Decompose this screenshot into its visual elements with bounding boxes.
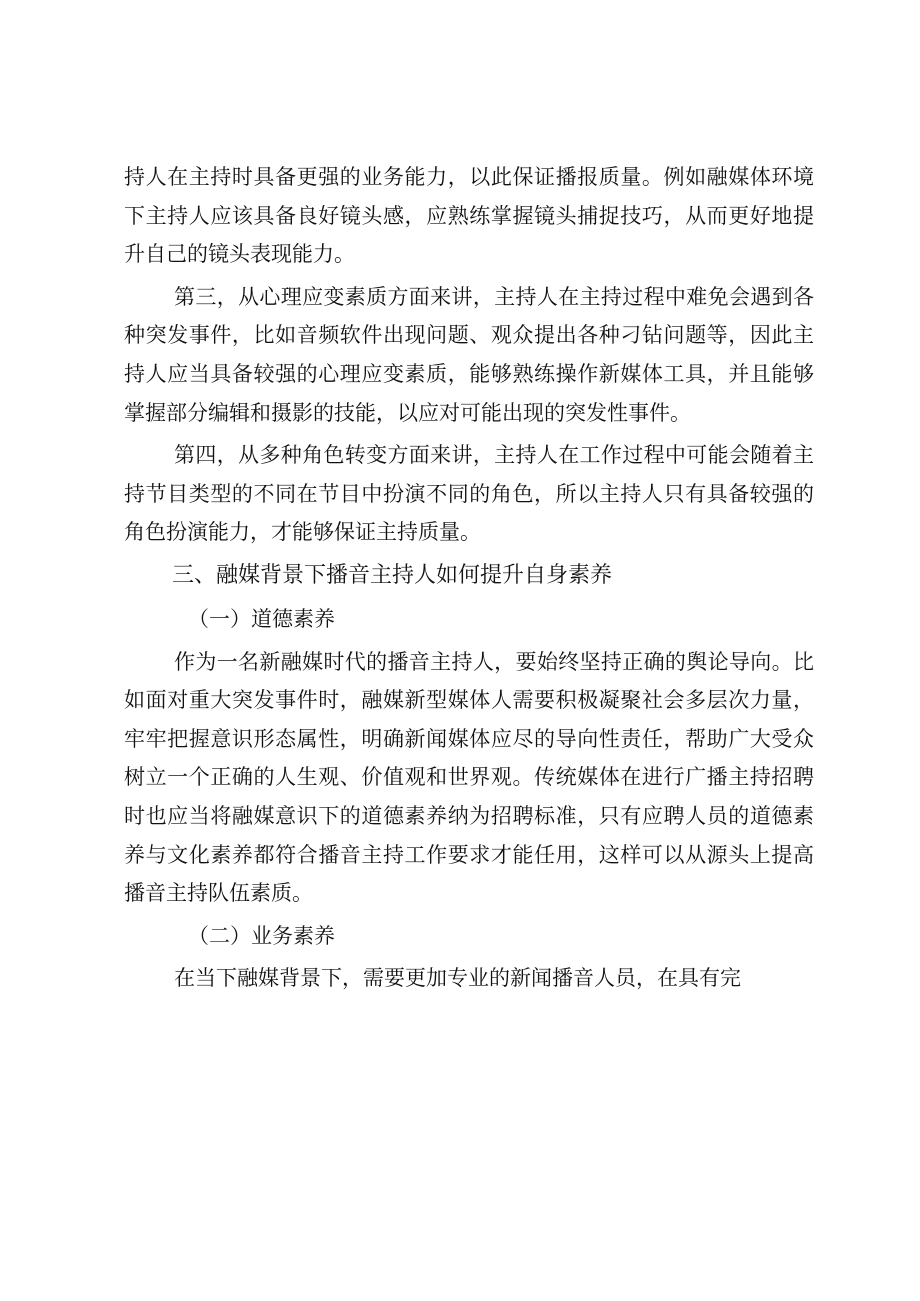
paragraph-third-point: 第三，从心理应变素质方面来讲，主持人在主持过程中难免会遇到各种突发事件，比如音频软件出现问题、观众提出各种刁钻问题等，因此主持人应当具备较强的心理应变素质，能够熟练操作新媒体工具，并且能够掌握部分编辑和摄影的技能，以应对可能出现的突发性事件。 [124,284,814,425]
paragraph-moral: 作为一名新融媒时代的播音主持人，要始终坚持正确的舆论导向。比如面对重大突发事件时，融媒新型媒体人需要积极凝聚社会多层次力量，牢牢把握意识形态属性，明确新闻媒体应尽的导向性责任，帮助广大受众树立一个正确的人生观、价值观和世界观。传统媒体在进行广播主持招聘时也应当将融媒意识下的道德素养纳为招聘标准，只有应聘人员的道德素养与文化素养都符合播音主持工作要求才能任用，这样可以从源头上提高播音主持队伍素质。 [124,649,814,906]
subheading-business: （二）业务素养 [188,923,335,948]
paragraph-continuation: 持人在主持时具备更强的业务能力，以此保证播报质量。例如融媒体环境下主持人应该具备良好镜头感，应熟练掌握镜头捕捉技巧，从而更好地提升自己的镜头表现能力。 [124,165,814,267]
paragraph-fourth-point: 第四，从多种角色转变方面来讲，主持人在工作过程中可能会随着主持节目类型的不同在节目中扮演不同的角色，所以主持人只有具备较强的角色扮演能力，才能够保证主持质量。 [124,443,814,545]
subheading-moral: （一）道德素养 [188,606,335,631]
section-heading: 三、融媒背景下播音主持人如何提升自身素养 [172,562,613,588]
paragraph-business: 在当下融媒背景下，需要更加专业的新闻播音人员，在具有完 [174,966,741,991]
document-body [124,158,814,1002]
